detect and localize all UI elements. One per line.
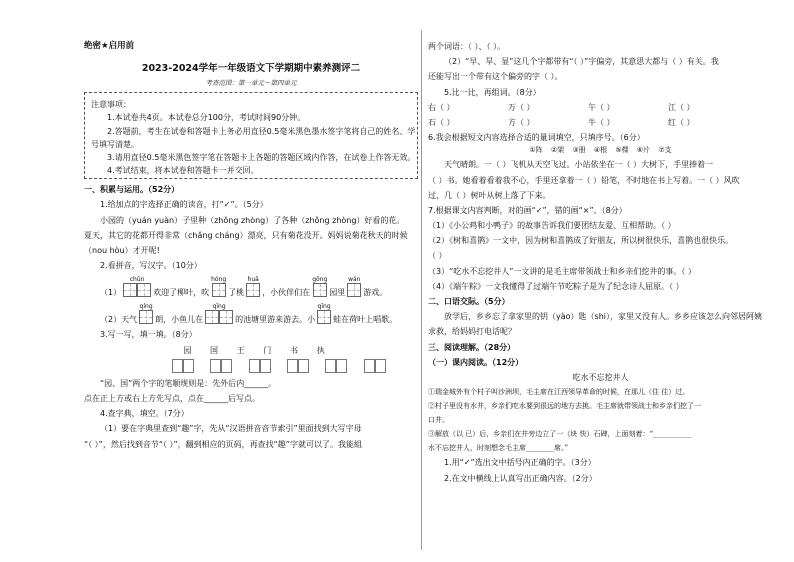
char: 园	[183, 345, 192, 355]
char: 国	[209, 345, 218, 355]
question-4: 4.查字典，填空。（7分）	[100, 409, 189, 419]
question-3-text: “园、国”两个字的笔顺规则是：先外后内______。	[100, 378, 277, 388]
section-2-text: 求救，给妈妈打电话呢？	[428, 327, 516, 337]
notice-item: 2.答题前，考生在试卷和答题卡上务必用直径0.5毫米黑色墨水签字笔将自己的姓名、学	[107, 126, 416, 136]
passage-line: ①瑞金城外有个村子叫沙洲坝，毛主席在江西领导革命的时候，在那儿（住 往）过。	[428, 388, 690, 397]
compare-item: 牛（ ）	[588, 117, 615, 127]
compare-row	[428, 103, 773, 112]
question-6-text: 过，几（ ）树叶从树上落了下来。	[428, 190, 551, 200]
subsection-heading: （一）课内阅读。（12分）	[428, 357, 524, 367]
row-text: 了桃	[228, 288, 245, 298]
question-3-text: 点在正上方或右上方先写点，点在______后写点。	[84, 393, 260, 403]
question-5: 5.比一比，再组词。（8分）	[444, 87, 541, 97]
row-text: 的池塘里游来游去。小	[235, 315, 316, 325]
question-3: 3.写一写，填一填。（8分）	[100, 330, 197, 340]
passage-question: 1.用“✓”选出文中括号内正确的字。（3分）	[444, 458, 596, 468]
compare-row	[428, 118, 773, 127]
passage-question: 2.在文中横线上认真写出正确内容。（2分）	[444, 473, 597, 483]
passage-title: 吃水不忘挖井人	[572, 372, 629, 382]
question-7: 7.根据课文内容判断，对的画“✓”，错的画“×”。（8分）	[428, 205, 627, 215]
notice-box	[84, 92, 418, 179]
write-box[interactable]	[287, 359, 309, 373]
row-number: （2）天气	[100, 315, 138, 325]
section-heading: 三、阅读理解。（28分）	[428, 342, 516, 352]
question-6-text: （ ）书。她看着看着我不心，手里还拿着一（ ）铅笔，不时地在书上写着。一（ ）风吹	[428, 175, 740, 185]
stroke-chars	[174, 346, 334, 355]
question-6: 6.我会根据短文内容选择合适的量词填空，只填序号。（6分）	[428, 133, 645, 143]
passage-line: 口井。	[428, 416, 449, 425]
question-2: 2.看拼音，写汉字。（10分）	[100, 261, 202, 271]
judge-item: （4）《端午粽》一文我懂得了过端午节吃粽子是为了纪念诗人屈原。（ ）	[428, 281, 684, 291]
compare-item: 石（ ）	[428, 117, 455, 127]
compare-item: 红（ ）	[668, 117, 695, 127]
write-box[interactable]	[210, 359, 232, 373]
compare-item: 午（ ）	[588, 102, 615, 112]
row-text: 朗，小鱼儿在	[155, 315, 204, 325]
judge-item: （ ）	[428, 251, 447, 261]
passage-line: ③解放（以 已）后，乡亲们在井旁边立了一（块 快）石碑，上面刻着：“___________	[428, 430, 692, 439]
notice-item: 号填写清楚。	[91, 139, 139, 149]
question-4-text: “（ ）”，然后找到音节“（ ）”，翻到相应的页码，再查找“趣”字就可以了。我能組	[84, 439, 362, 449]
pinyin-row-1	[84, 276, 418, 297]
judge-item: （3）“吃水不忘挖井人”一文讲的是毛主席带领战士和乡亲们挖井的事。（ ）	[428, 266, 696, 276]
notice-heading: 注意事项：	[91, 100, 131, 110]
write-box[interactable]	[249, 359, 271, 373]
question-1: 1.给加点的字选择正确的读音，打“✓”。（5分）	[100, 200, 268, 210]
passage-line: ②村子里没有水井，乡亲们吃水要到很远的地方去挑。毛主席就带领战士和乡亲们挖了一	[428, 402, 701, 411]
judge-item: （2）《树和喜鹊》一文中，因为树和喜鹊成了好朋友，所以树很快乐，喜鹊也很快乐。	[428, 236, 734, 246]
question-1-text: 夏天，其它的花都开得非常（chǎng cháng）漂亮，只有菊花没开。妈妈说菊花秋天的时候	[84, 230, 408, 240]
row-text: 园里	[329, 288, 346, 298]
pinyin-row-2	[84, 303, 418, 324]
row-text: 游戏。	[363, 288, 388, 298]
section-heading: 一、积累与运用。（52分）	[84, 185, 180, 195]
question-1-text: 小园的（yuán yuàn）子里种（zhǒng zhòng）了各种（zhǒng zhòng）好看的花。	[100, 215, 405, 225]
row-number: （1）	[100, 288, 122, 298]
char: 执	[316, 345, 325, 355]
exam-title: 2023-2024学年一年级语文下学期期中素养测评二	[141, 62, 361, 74]
measure-word-options: ①阵 ②架 ③册 ④根 ⑤棵 ⑥片 ⑦支	[529, 146, 672, 155]
row-text: 蛙在荷叶上唱歌。	[333, 315, 398, 325]
compare-item: 万（ ）	[508, 102, 535, 112]
q4-continued: 还能写出一个带有这个偏旁的字（ ）。	[428, 72, 563, 82]
notice-item: 1.本试卷共4页。本试卷总分100分，考试时间90分钟。	[107, 113, 306, 123]
pinyin-box[interactable]: gōng	[312, 276, 327, 297]
question-4-text: （1）要在字典里查到“趣”字，先从“汉语拼音音节索引”里面找到大写字母	[100, 424, 362, 434]
question-1-text: （nou hòu）才开呢!	[84, 246, 160, 256]
row-text: ，小伙伴们在	[262, 288, 311, 298]
question-6-text: 天气晴朗。一（ ）飞机从天空飞过。小站依坐在一（ ）大树下，手里捧着一	[444, 160, 714, 170]
row-text: 欢迎了柳叶，吹	[153, 288, 210, 298]
notice-item: 4.考试结束，将本试卷和答题卡一并交回。	[107, 166, 259, 176]
exam-scope: 考查范围：第一单元～第四单元	[205, 78, 297, 87]
pinyin-box[interactable]: qīng	[205, 303, 233, 324]
write-box[interactable]	[325, 359, 347, 373]
right-column	[428, 36, 773, 483]
compare-item: 右（ ）	[428, 102, 455, 112]
pinyin-box[interactable]: qīng	[317, 303, 331, 324]
section-heading: 二、口语交际。（5分）	[428, 297, 510, 307]
char: 书	[289, 345, 298, 355]
pinyin-box[interactable]: wán	[347, 276, 361, 297]
judge-item: （1）《小公鸡和小鸭子》的故事告诉我们要团结友爱、互相帮助。（ ）	[428, 221, 676, 231]
char: 王	[236, 345, 245, 355]
pinyin-box[interactable]: qíng	[139, 303, 153, 324]
left-column	[84, 36, 418, 449]
compare-item: 江（ ）	[668, 102, 695, 112]
secret-label: 绝密★启用前	[84, 41, 135, 51]
pinyin-box[interactable]: huā	[246, 276, 260, 297]
column-divider	[421, 30, 422, 550]
compare-item: 方（ ）	[508, 117, 535, 127]
passage-line: 水不忘挖井人，时刻想念毛主席________席。”	[428, 444, 569, 453]
q4-continued: 两个词语：（ ）、（ ）。	[428, 42, 506, 51]
write-box[interactable]	[172, 359, 194, 373]
section-2-text: 放学后，乡乡忘了拿家里的钥（yào）匙（shi），家里又没有人。乡乡应该怎么向邻居阿姨	[444, 312, 762, 322]
pinyin-box[interactable]: chūn	[123, 276, 151, 297]
write-box[interactable]	[364, 359, 386, 373]
stroke-boxes	[164, 359, 394, 373]
notice-item: 3.请用直径0.5毫米黑色签字笔在答题卡上各题的答题区域内作答，在试卷上作答无效。	[107, 152, 416, 162]
char: 门	[263, 345, 272, 355]
pinyin-box[interactable]: hóng	[211, 276, 226, 297]
q4-continued: （2）“早、旱、显”这几个字都带有“（ ）”字偏旁，其意思大都与（ ）有关。我	[444, 57, 719, 67]
